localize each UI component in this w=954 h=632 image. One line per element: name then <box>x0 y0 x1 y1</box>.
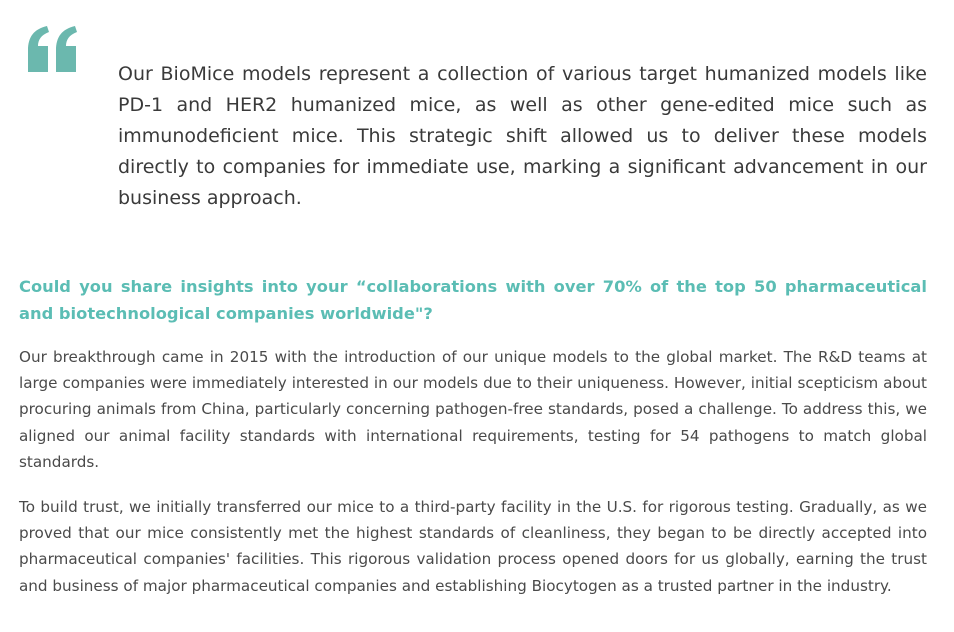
quote-text: Our BioMice models represent a collection of various target humanized models like PD-1 and HER2 humanized mice, as well as other gene-edited mice such as immunodeficient mice. This strategic shift allowed us to deliver these models directly to companies for immediate use, marking a significant advancement in our business approach. <box>118 63 927 209</box>
quote-icon <box>26 26 78 72</box>
answer-paragraph: To build trust, we initially transferred our mice to a third-party facility in the U.S. for rigorous testing. Gradually, as we proved that our mice consistently met the highest standards of cleanliness, they began to be directly accepted into pharmaceutical companies' facilities. This rigorous validation process opened doors for us globally, earning the trust and business of major pharmaceutical companies and establishing Biocytogen as a trusted partner in the industry. <box>19 498 927 595</box>
answer-paragraph: Our breakthrough came in 2015 with the introduction of our unique models to the global market. The R&D teams at large companies were immediately interested in our models due to their uniqueness. However, initial scepticism about procuring animals from China, particularly concerning pathogen-free standards, posed a challenge. To address this, we aligned our animal facility standards with international requirements, testing for 54 pathogens to match global standards. <box>19 348 927 471</box>
pull-quote <box>0 0 954 230</box>
interview-question: Could you share insights into your “collaborations with over 70% of the top 50 pharmaceutical and biotechnological companies worldwide"? <box>19 277 927 323</box>
